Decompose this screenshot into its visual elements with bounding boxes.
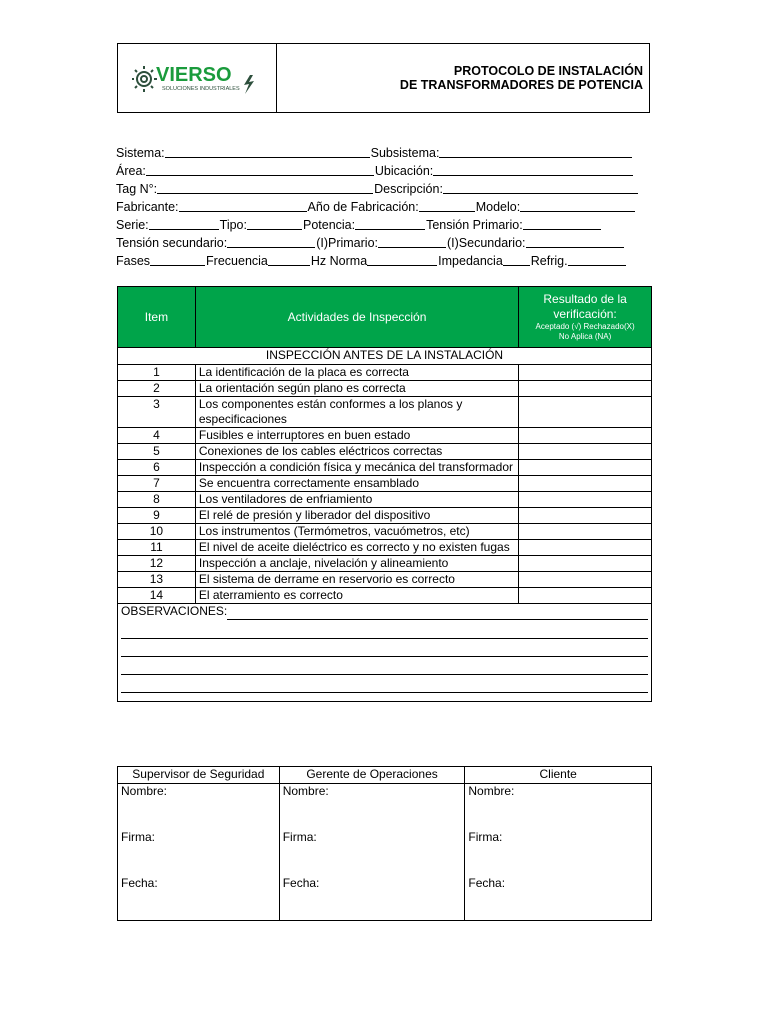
equipment-fields bbox=[116, 144, 650, 270]
brand-tagline: SOLUCIONES INDUSTRIALES bbox=[162, 86, 240, 92]
item-number: 10 bbox=[118, 524, 196, 540]
area-label: Área: bbox=[116, 164, 146, 178]
result-cell[interactable] bbox=[519, 397, 652, 428]
inspection-table bbox=[117, 286, 652, 702]
i-secundario-label: (I)Secundario: bbox=[447, 236, 526, 250]
modelo-field[interactable] bbox=[520, 198, 635, 212]
potencia-field[interactable] bbox=[355, 216, 425, 230]
item-number: 4 bbox=[118, 428, 196, 444]
observations-line bbox=[121, 621, 648, 639]
field-row bbox=[116, 180, 650, 198]
field-row bbox=[116, 234, 650, 252]
lightning-icon bbox=[244, 75, 254, 94]
item-number: 2 bbox=[118, 381, 196, 397]
potencia-label: Potencia: bbox=[302, 218, 356, 232]
descripcion-field[interactable] bbox=[443, 180, 638, 194]
item-activity: Los instrumentos (Termómetros, vacuómetros, etc) bbox=[195, 524, 518, 540]
item-activity: El relé de presión y liberador del dispositivo bbox=[195, 508, 518, 524]
fabricante-label: Fabricante: bbox=[116, 200, 179, 214]
table-row bbox=[118, 572, 652, 588]
item-number: 1 bbox=[118, 365, 196, 381]
tipo-field[interactable] bbox=[247, 216, 302, 230]
ubicacion-label: Ubicación: bbox=[374, 164, 434, 178]
item-number: 12 bbox=[118, 556, 196, 572]
result-cell[interactable] bbox=[519, 492, 652, 508]
observations-line bbox=[227, 604, 648, 620]
field-row bbox=[116, 216, 650, 234]
result-cell[interactable] bbox=[519, 524, 652, 540]
i-secundario-field[interactable] bbox=[526, 234, 624, 248]
result-header-text: Resultado de la verificación: bbox=[543, 292, 627, 321]
field-row bbox=[116, 252, 650, 270]
item-number: 6 bbox=[118, 460, 196, 476]
observations-label: OBSERVACIONES: bbox=[121, 604, 228, 618]
item-number: 13 bbox=[118, 572, 196, 588]
result-cell[interactable] bbox=[519, 365, 652, 381]
observations-line bbox=[121, 675, 648, 693]
item-activity: El nivel de aceite dieléctrico es correcto y no existen fugas bbox=[195, 540, 518, 556]
nombre-label: Nombre: bbox=[121, 784, 168, 798]
item-activity: Inspección a anclaje, nivelación y alineamiento bbox=[195, 556, 518, 572]
result-cell[interactable] bbox=[519, 428, 652, 444]
serie-field[interactable] bbox=[149, 216, 219, 230]
table-row bbox=[118, 365, 652, 381]
result-cell[interactable] bbox=[519, 588, 652, 604]
tag-label: Tag N°: bbox=[116, 182, 158, 196]
result-cell[interactable] bbox=[519, 572, 652, 588]
supervisor-header: Supervisor de Seguridad bbox=[118, 767, 280, 784]
field-row bbox=[116, 162, 650, 180]
col-activities-header: Actividades de Inspección bbox=[195, 287, 518, 348]
tension-primario-field[interactable] bbox=[523, 216, 601, 230]
item-number: 5 bbox=[118, 444, 196, 460]
tension-primario-label: Tensión Primario: bbox=[426, 218, 523, 232]
result-cell[interactable] bbox=[519, 381, 652, 397]
section-row bbox=[118, 348, 652, 365]
document-title bbox=[400, 64, 643, 92]
supervisor-signature-cell[interactable] bbox=[118, 784, 280, 921]
descripcion-label: Descripción: bbox=[374, 182, 443, 196]
vierso-logo bbox=[132, 61, 267, 97]
item-activity: La orientación según plano es correcta bbox=[195, 381, 518, 397]
table-header-row bbox=[118, 287, 652, 348]
field-row bbox=[116, 144, 650, 162]
observations-line bbox=[121, 639, 648, 657]
table-row bbox=[118, 524, 652, 540]
result-cell[interactable] bbox=[519, 460, 652, 476]
table-row bbox=[118, 508, 652, 524]
refrig-field[interactable] bbox=[568, 252, 626, 266]
observations-row bbox=[118, 604, 652, 702]
frecuencia-label: Frecuencia bbox=[206, 254, 268, 268]
refrig-label: Refrig. bbox=[530, 254, 568, 268]
tag-field[interactable] bbox=[157, 180, 373, 194]
observations-first-line bbox=[121, 604, 648, 621]
nombre-label: Nombre: bbox=[282, 784, 329, 798]
table-row bbox=[118, 492, 652, 508]
tension-secundario-label: Tensión secundario: bbox=[116, 236, 228, 250]
item-number: 8 bbox=[118, 492, 196, 508]
result-legend-1: Aceptado (√) Rechazado(X) bbox=[535, 322, 635, 331]
signature-row bbox=[118, 784, 652, 921]
item-number: 9 bbox=[118, 508, 196, 524]
result-cell[interactable] bbox=[519, 444, 652, 460]
fases-field[interactable] bbox=[150, 252, 205, 266]
hz-norma-field[interactable] bbox=[367, 252, 437, 266]
subsistema-field[interactable] bbox=[439, 144, 632, 158]
logo-cell bbox=[118, 44, 277, 112]
fecha-label: Fecha: bbox=[468, 876, 506, 890]
serie-label: Serie: bbox=[116, 218, 149, 232]
sistema-field[interactable] bbox=[165, 144, 370, 158]
fases-label: Fases bbox=[116, 254, 151, 268]
firma-label: Firma: bbox=[121, 830, 155, 844]
table-row bbox=[118, 460, 652, 476]
anio-label: Año de Fabricación: bbox=[307, 200, 419, 214]
impedancia-field[interactable] bbox=[503, 252, 530, 266]
result-cell[interactable] bbox=[519, 556, 652, 572]
col-item-header: Item bbox=[118, 287, 196, 348]
fabricante-field[interactable] bbox=[179, 198, 307, 212]
table-row bbox=[118, 381, 652, 397]
result-legend-2: No Aplica (NA) bbox=[558, 332, 612, 341]
table-row bbox=[118, 476, 652, 492]
document-header bbox=[117, 43, 650, 113]
table-row bbox=[118, 397, 652, 428]
firma-label: Firma: bbox=[468, 830, 503, 844]
area-field[interactable] bbox=[146, 162, 374, 176]
col-result-header bbox=[519, 287, 652, 348]
sistema-label: Sistema: bbox=[116, 146, 165, 160]
result-cell[interactable] bbox=[519, 508, 652, 524]
table-row bbox=[118, 540, 652, 556]
item-activity: El aterramiento es correcto bbox=[195, 588, 518, 604]
result-cell[interactable] bbox=[519, 540, 652, 556]
fecha-label: Fecha: bbox=[282, 876, 320, 890]
table-row bbox=[118, 556, 652, 572]
result-cell[interactable] bbox=[519, 476, 652, 492]
i-primario-field[interactable] bbox=[378, 234, 446, 248]
item-activity: Se encuentra correctamente ensamblado bbox=[195, 476, 518, 492]
item-number: 7 bbox=[118, 476, 196, 492]
observations-cell[interactable] bbox=[118, 604, 652, 702]
anio-field[interactable] bbox=[419, 198, 475, 212]
table-row bbox=[118, 444, 652, 460]
hz-norma-label: Hz Norma bbox=[310, 254, 368, 268]
table-row bbox=[118, 428, 652, 444]
tipo-label: Tipo: bbox=[219, 218, 247, 232]
signature-table bbox=[117, 766, 652, 921]
item-activity: El sistema de derrame en reservorio es correcto bbox=[195, 572, 518, 588]
table-row bbox=[118, 588, 652, 604]
tension-secundario-field[interactable] bbox=[227, 234, 315, 248]
i-primario-label: (I)Primario: bbox=[316, 236, 378, 250]
fecha-label: Fecha: bbox=[121, 876, 158, 890]
signature-header-row bbox=[118, 767, 652, 784]
item-activity: Los componentes están conformes a los planos y especificaciones bbox=[195, 397, 518, 428]
subsistema-label: Subsistema: bbox=[370, 146, 440, 160]
title-line-2: DE TRANSFORMADORES DE POTENCIA bbox=[399, 78, 643, 92]
firma-label: Firma: bbox=[282, 830, 317, 844]
frecuencia-field[interactable] bbox=[268, 252, 310, 266]
item-activity: La identificación de la placa es correcta bbox=[195, 365, 518, 381]
item-number: 3 bbox=[118, 397, 196, 428]
impedancia-label: Impedancia bbox=[438, 254, 503, 268]
item-activity: Conexiones de los cables eléctricos correctas bbox=[195, 444, 518, 460]
nombre-label: Nombre: bbox=[468, 784, 515, 798]
observations-line bbox=[121, 657, 648, 675]
gerente-header: Gerente de Operaciones bbox=[279, 767, 465, 784]
section-title: INSPECCIÓN ANTES DE LA INSTALACIÓN bbox=[118, 348, 652, 365]
ubicacion-field[interactable] bbox=[433, 162, 633, 176]
item-number: 14 bbox=[118, 588, 196, 604]
gear-icon bbox=[132, 66, 157, 92]
item-activity: Inspección a condición física y mecánica del transformador bbox=[195, 460, 518, 476]
field-row bbox=[116, 198, 650, 216]
gerente-signature-cell[interactable] bbox=[279, 784, 465, 921]
item-activity: Fusibles e interruptores en buen estado bbox=[195, 428, 518, 444]
cliente-signature-cell[interactable] bbox=[465, 784, 652, 921]
modelo-label: Modelo: bbox=[475, 200, 521, 214]
brand-name: VIERSO bbox=[156, 64, 232, 86]
title-line-1: PROTOCOLO DE INSTALACIÓN bbox=[453, 64, 643, 78]
item-activity: Los ventiladores de enfriamiento bbox=[195, 492, 518, 508]
item-number: 11 bbox=[118, 540, 196, 556]
cliente-header: Cliente bbox=[465, 767, 652, 784]
